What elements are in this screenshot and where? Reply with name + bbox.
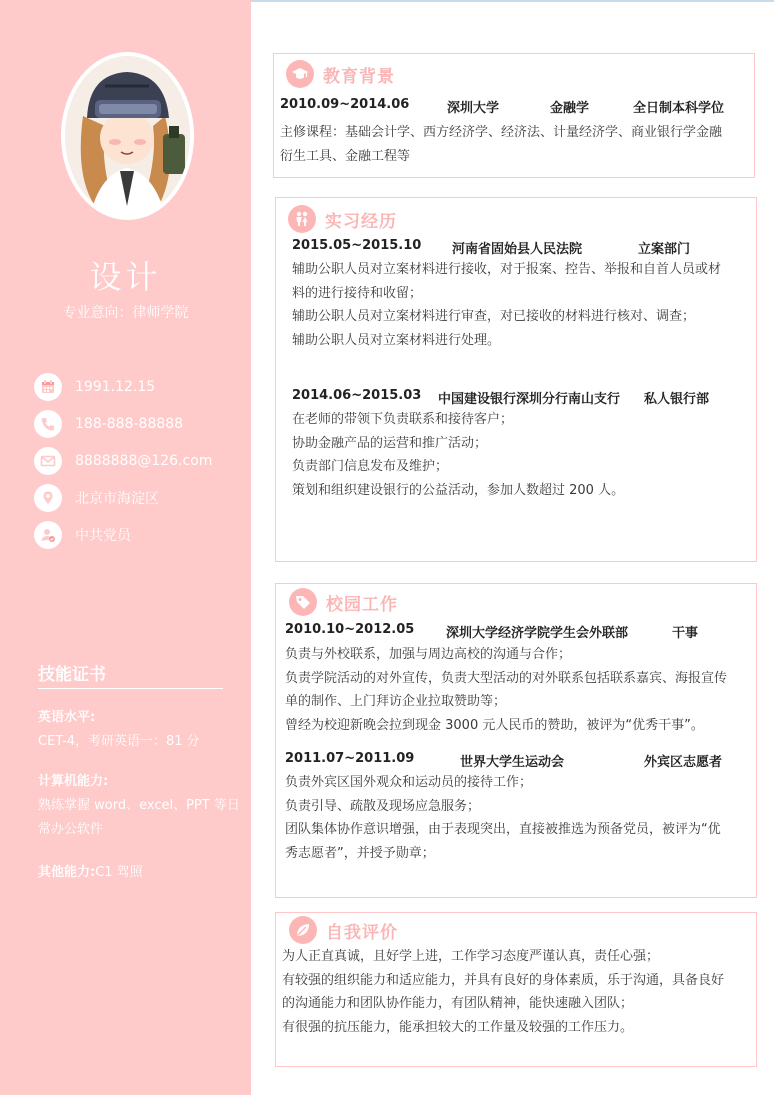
education-row bbox=[280, 97, 750, 115]
education-period: 2010.09~2014.06 bbox=[280, 97, 410, 112]
internship-duties bbox=[292, 408, 752, 502]
career-intent: 专业意向：律师学院 bbox=[62, 305, 189, 321]
self-eval-section bbox=[275, 912, 757, 1067]
campus-row bbox=[285, 751, 745, 769]
avatar bbox=[65, 56, 190, 216]
contact-text: 8888888@126.com bbox=[75, 453, 213, 469]
internship-org: 河南省固始县人民法院 bbox=[452, 242, 583, 257]
internship-title: 实习经历 bbox=[325, 211, 397, 232]
contact-politics bbox=[34, 521, 131, 549]
internship-dept: 私人银行部 bbox=[644, 392, 710, 407]
internship-section bbox=[275, 197, 757, 562]
eval-line: 有很强的抗压能力，能承担较大的工作量及较强的工作压力。 bbox=[282, 1019, 634, 1035]
party-member-icon bbox=[34, 521, 62, 549]
internship-row bbox=[292, 238, 742, 256]
education-major: 金融学 bbox=[550, 101, 590, 116]
other-label: 其他能力: bbox=[38, 865, 96, 880]
campus-header bbox=[289, 588, 398, 616]
campus-duties bbox=[285, 643, 753, 737]
mail-icon bbox=[34, 447, 62, 475]
contact-text: 1991.12.15 bbox=[75, 379, 156, 395]
contact-email bbox=[34, 447, 212, 475]
campus-period: 2011.07~2011.09 bbox=[285, 751, 415, 766]
campus-role: 外宾区志愿者 bbox=[644, 755, 723, 770]
duty-line: 团队集体协作意识增强，由于表现突出，直接被推选为预备党员，被评为“优 bbox=[285, 822, 721, 837]
duty-line: 策划和组织建设银行的公益活动，参加人数超过 200 人。 bbox=[292, 482, 625, 498]
courses-line: 主修课程：基础会计学、西方经济学、经济法、计量经济学、商业银行学金融 bbox=[280, 125, 723, 140]
education-courses bbox=[280, 121, 750, 168]
tag-icon bbox=[289, 588, 317, 616]
campus-period: 2010.10~2012.05 bbox=[285, 622, 415, 637]
eval-line: 有较强的组织能力和适应能力，并具有良好的身体素质，乐于沟通，具备良好 bbox=[282, 972, 725, 988]
internship-row bbox=[292, 388, 742, 406]
other-skill bbox=[38, 861, 143, 880]
campus-title: 校园工作 bbox=[326, 594, 398, 615]
education-title: 教育背景 bbox=[323, 66, 395, 87]
internship-header bbox=[288, 205, 397, 233]
people-icon bbox=[288, 205, 316, 233]
campus-role: 干事 bbox=[672, 626, 699, 641]
calendar-icon bbox=[34, 373, 62, 401]
eval-line: 的沟通能力和团队协作能力，有团队精神，能快速融入团队； bbox=[282, 996, 634, 1011]
education-section bbox=[273, 53, 755, 178]
other-text: C1 驾照 bbox=[95, 865, 143, 880]
duty-line: 协助金融产品的运营和推广活动； bbox=[292, 435, 488, 451]
avatar-frame bbox=[61, 52, 194, 220]
duty-line: 在老师的带领下负责联系和接待客户； bbox=[292, 412, 514, 427]
leaf-icon bbox=[289, 916, 317, 944]
contact-address bbox=[34, 484, 159, 512]
internship-dept: 立案部门 bbox=[638, 242, 691, 257]
contact-birthday bbox=[34, 373, 155, 401]
campus-duties bbox=[285, 771, 753, 865]
duty-line: 秀志愿者”，并授予勋章； bbox=[285, 845, 435, 861]
campus-row bbox=[285, 622, 745, 640]
sidebar bbox=[0, 0, 251, 1095]
contact-phone bbox=[34, 410, 183, 438]
candidate-name: 设计 bbox=[89, 258, 162, 296]
campus-org: 世界大学生运动会 bbox=[460, 755, 565, 770]
duty-line: 负责引导、疏散及现场应急服务； bbox=[285, 798, 481, 814]
phone-icon bbox=[34, 410, 62, 438]
skills-divider bbox=[38, 688, 223, 689]
duty-line: 辅助公职人员对立案材料进行审查，对已接收的材料进行核对、调查； bbox=[292, 309, 696, 324]
location-icon bbox=[34, 484, 62, 512]
avatar-illustration bbox=[65, 56, 190, 216]
education-header bbox=[286, 60, 395, 88]
computer-label: 计算机能力: bbox=[38, 774, 109, 789]
duty-line: 负责与外校联系，加强与周边高校的沟通与合作； bbox=[285, 647, 572, 662]
contact-text: 188-888-88888 bbox=[75, 416, 184, 432]
duty-line: 单的制作、上门拜访企业拉取赞助等； bbox=[285, 694, 507, 709]
internship-org: 中国建设银行深圳分行南山支行 bbox=[438, 392, 621, 407]
education-degree: 全日制本科学位 bbox=[633, 101, 725, 116]
internship-duties bbox=[292, 258, 752, 352]
duty-line: 曾经为校迎新晚会拉到现金 3000 元人民币的赞助，被评为“优秀干事”。 bbox=[285, 717, 704, 733]
duty-line: 负责外宾区国外观众和运动员的接待工作； bbox=[285, 775, 533, 790]
duty-line: 负责学院活动的对外宣传，负责大型活动的对外联系包括联系嘉宾、海报宣传 bbox=[285, 670, 728, 686]
campus-org: 深圳大学经济学院学生会外联部 bbox=[446, 626, 629, 641]
contact-text: 北京市海淀区 bbox=[75, 491, 159, 507]
self-eval-title: 自我评价 bbox=[326, 922, 398, 943]
internship-period: 2014.06~2015.03 bbox=[292, 388, 422, 403]
self-eval-text bbox=[282, 945, 754, 1039]
english-text: CET-4，考研英语一：81 分 bbox=[38, 734, 200, 749]
eval-line: 为人正直真诚，且好学上进，工作学习态度严谨认真，责任心强； bbox=[282, 949, 660, 964]
duty-line: 负责部门信息发布及维护； bbox=[292, 459, 449, 474]
graduation-cap-icon bbox=[286, 60, 314, 88]
campus-section bbox=[275, 583, 757, 898]
duty-line: 辅助公职人员对立案材料进行接收，对于报案、控告、举报和自首人员或材 bbox=[292, 262, 722, 277]
duty-line: 辅助公职人员对立案材料进行处理。 bbox=[292, 332, 501, 348]
internship-period: 2015.05~2015.10 bbox=[292, 238, 422, 253]
self-eval-header bbox=[289, 916, 398, 944]
courses-line: 衍生工具、金融工程等 bbox=[280, 148, 411, 164]
duty-line: 料的进行接待和收留； bbox=[292, 285, 423, 301]
english-label: 英语水平: bbox=[38, 710, 96, 725]
computer-text: 熟练掌握 word、excel、PPT 等日常办公软件 bbox=[38, 798, 240, 837]
education-school: 深圳大学 bbox=[447, 101, 500, 116]
contact-text: 中共党员 bbox=[75, 528, 131, 544]
skills-heading: 技能证书 bbox=[38, 665, 106, 685]
